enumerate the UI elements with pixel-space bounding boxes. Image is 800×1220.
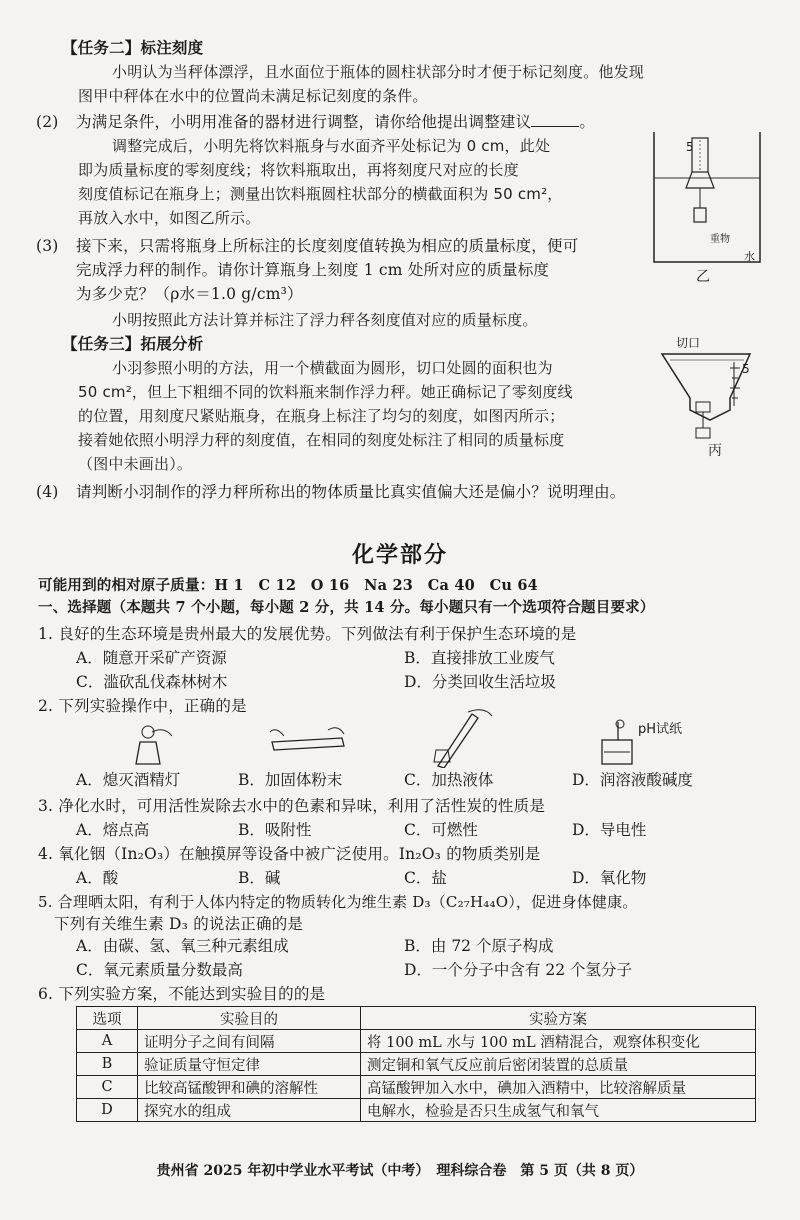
table-row xyxy=(77,1076,756,1099)
q2-chem-stem: 2. 下列实验操作中，正确的是 xyxy=(38,697,247,715)
figure-yi-water-label: 水 xyxy=(744,250,755,263)
q5-chem-option-d: D．一个分子中含有 22 个氢分子 xyxy=(404,961,633,979)
adjust-line4: 再放入水中，如图乙所示。 xyxy=(78,209,261,227)
figure-bing-cut-label: 切口 xyxy=(676,336,701,350)
table-header-option: 选项 xyxy=(77,1007,138,1030)
q2-answer-blank xyxy=(531,112,579,127)
q2-period: 。 xyxy=(579,113,596,131)
q1-stem: 1. 良好的生态环境是贵州最大的发展优势。下列做法有利于保护生态环境的是 xyxy=(38,625,577,643)
powder-addition-illustration xyxy=(268,722,348,766)
q4-chem-stem: 4. 氧化铟（In₂O₃）在触摸屏等设备中被广泛使用。In₂O₃ 的物质类别是 xyxy=(38,845,541,863)
q3-chem-option-d: D．导电性 xyxy=(572,821,647,839)
adjust-line1: 调整完成后，小明先将饮料瓶身与水面齐平处标记为 0 cm，此处 xyxy=(112,137,551,155)
q3-chem-option-c: C．可燃性 xyxy=(404,821,478,839)
q5-chem-option-a: A．由碳、氢、氧三种元素组成 xyxy=(76,937,289,955)
table-cell-plan: 将 100 mL 水与 100 mL 酒精混合，观察体积变化 xyxy=(361,1030,756,1053)
q1-option-d: D．分类回收生活垃圾 xyxy=(404,673,556,691)
q3-line2: 完成浮力秤的制作。请你计算瓶身上刻度 1 cm 处所对应的质量标度 xyxy=(76,261,550,279)
task3-line3: 的位置，用刻度尺紧贴瓶身，在瓶身上标注了均匀的刻度，如图丙所示； xyxy=(78,407,565,425)
table-cell-purpose: 比较高锰酸钾和碘的溶解性 xyxy=(138,1076,361,1099)
figure-bing-drawing xyxy=(656,332,772,442)
ph-paper-label: pH试纸 xyxy=(638,722,683,737)
table-header-purpose: 实验目的 xyxy=(138,1007,361,1030)
figure-bing-tick-label: 5 xyxy=(742,362,750,376)
table-cell-plan: 电解水，检验是否只生成氢气和氧气 xyxy=(361,1099,756,1122)
q3-number: (3) xyxy=(36,237,59,255)
table-row xyxy=(77,1053,756,1076)
figure-yi xyxy=(648,130,768,285)
q3-line3: 为多少克？（ρ水＝1.0 g/cm³） xyxy=(76,285,303,303)
q2-chem-option-d: D．润溶液酸碱度 xyxy=(572,771,693,789)
table-cell-plan: 测定铜和氧气反应前后密闭装置的总质量 xyxy=(361,1053,756,1076)
figure-bing-caption: 丙 xyxy=(708,443,722,459)
q5-chem-option-c: C．氧元素质量分数最高 xyxy=(76,961,243,979)
table-row xyxy=(77,1030,756,1053)
figure-bing xyxy=(656,332,772,462)
ph-test-illustration xyxy=(598,718,642,770)
q1-option-b: B．直接排放工业废气 xyxy=(404,649,555,667)
task2-heading: 【任务二】标注刻度 xyxy=(62,38,204,57)
table-cell-plan: 高锰酸钾加入水中，碘加入酒精中，比较溶解质量 xyxy=(361,1076,756,1099)
q4-text: 请判断小羽制作的浮力秤所称出的物体质量比真实值偏大还是偏小？说明理由。 xyxy=(76,483,626,501)
q3-chem-option-a: A．熔点高 xyxy=(76,821,150,839)
table-row xyxy=(77,1099,756,1122)
q5-chem-stem: 5. 合理晒太阳，有利于人体内特定的物质转化为维生素 D₃（C₂₇H₄₄O），促进身体健康。 xyxy=(38,893,638,911)
q3-chem-stem: 3. 净化水时，可用活性炭除去水中的色素和异味，利用了活性炭的性质是 xyxy=(38,797,546,815)
adjust-line3: 刻度值标记在瓶身上；测量出饮料瓶圆柱状部分的横截面积为 50 cm²， xyxy=(78,185,563,203)
table-cell-purpose: 探究水的组成 xyxy=(138,1099,361,1122)
q2-text xyxy=(76,112,595,132)
task3-line1: 小羽参照小明的方法，用一个横截面为圆形，切口处圆的面积也为 xyxy=(112,359,553,377)
q4-chem-option-d: D．氧化物 xyxy=(572,869,647,887)
page-footer: 贵州省 2025 年初中学业水平考试（中考） 理科综合卷 第 5 页（共 8 页） xyxy=(156,1163,644,1179)
q4-number: (4) xyxy=(36,483,59,501)
q1-option-a: A．随意开采矿产资源 xyxy=(76,649,227,667)
experiment-table xyxy=(76,1006,756,1122)
task2-paragraph-line1: 小明认为当秤体漂浮，且水面位于瓶体的圆柱状部分时才便于标记刻度。他发现 xyxy=(112,63,645,81)
q5-chem-stem-line2: 下列有关维生素 D₃ 的说法正确的是 xyxy=(54,915,304,933)
chemistry-section-title: 化学部分 xyxy=(351,543,448,568)
table-cell-option: D xyxy=(77,1099,138,1122)
figure-yi-weight-label: 重物 xyxy=(710,234,730,245)
table-cell-option: C xyxy=(77,1076,138,1099)
task3-heading: 【任务三】拓展分析 xyxy=(62,334,204,353)
q5-chem-option-b: B．由 72 个原子构成 xyxy=(404,937,554,955)
q2-chem-option-c: C．加热液体 xyxy=(404,771,494,789)
table-cell-purpose: 验证质量守恒定律 xyxy=(138,1053,361,1076)
q2-chem-option-b: B．加固体粉末 xyxy=(238,771,343,789)
alcohol-lamp-illustration xyxy=(118,718,178,770)
figure-yi-caption: 乙 xyxy=(696,269,710,285)
task3-line4: 接着她依照小明浮力秤的刻度值，在相同的刻度处标注了相同的质量标度 xyxy=(78,431,565,449)
adjust-line2: 即为质量标度的零刻度线；将饮料瓶取出，再将刻度尺对应的长度 xyxy=(78,161,519,179)
q3-note: 小明按照此方法计算并标注了浮力秤各刻度值对应的质量标度。 xyxy=(112,311,538,329)
figure-yi-tick-label: 5 xyxy=(686,140,694,154)
q2-chem-option-a: A．熄灭酒精灯 xyxy=(76,771,181,789)
table-cell-option: A xyxy=(77,1030,138,1053)
atomic-mass-line: 可能用到的相对原子质量：H 1 C 12 O 16 Na 23 Ca 40 Cu 64 xyxy=(38,577,538,594)
q2-number: (2) xyxy=(36,113,59,131)
table-header-row xyxy=(77,1007,756,1030)
q3-line1: 接下来，只需将瓶身上所标注的长度刻度值转换为相应的质量标度，便可 xyxy=(76,237,579,255)
task2-paragraph-line2: 图甲中秤体在水中的位置尚未满足标记刻度的条件。 xyxy=(78,87,428,105)
table-cell-purpose: 证明分子之间有间隔 xyxy=(138,1030,361,1053)
q1-option-c: C．滥砍乱伐森林树木 xyxy=(76,673,228,691)
q4-chem-option-c: C．盐 xyxy=(404,869,447,887)
q4-chem-option-a: A．酸 xyxy=(76,869,119,887)
part1-heading: 一、选择题（本题共 7 个小题，每小题 2 分，共 14 分。每小题只有一个选项符合题目要求） xyxy=(38,599,655,616)
q3-chem-option-b: B．吸附性 xyxy=(238,821,312,839)
task3-line2: 50 cm²，但上下粗细不同的饮料瓶来制作浮力秤。她正确标记了零刻度线 xyxy=(78,383,573,401)
table-cell-option: B xyxy=(77,1053,138,1076)
q6-chem-stem: 6. 下列实验方案，不能达到实验目的的是 xyxy=(38,985,326,1003)
q4-chem-option-b: B．碱 xyxy=(238,869,281,887)
task3-line5: （图中未画出）。 xyxy=(78,455,193,473)
q2-prompt: 为满足条件，小明用准备的器材进行调整，请你给他提出调整建议 xyxy=(76,113,532,131)
liquid-heating-illustration xyxy=(428,706,498,772)
table-header-plan: 实验方案 xyxy=(361,1007,756,1030)
